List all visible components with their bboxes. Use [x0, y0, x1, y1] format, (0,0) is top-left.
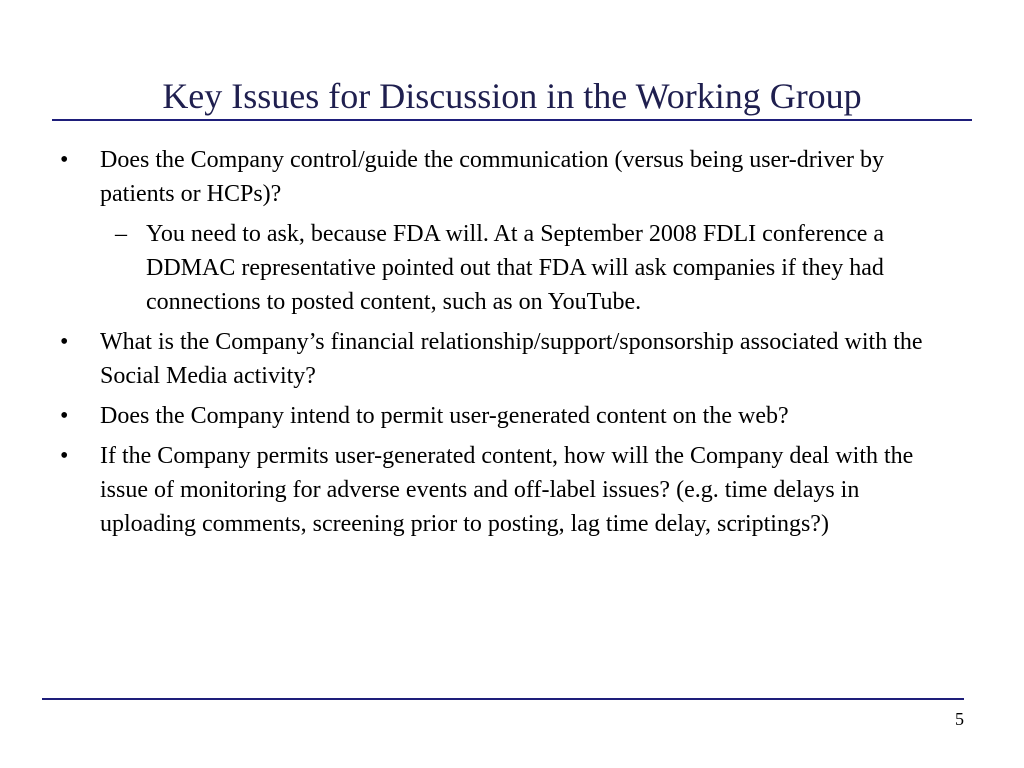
- bullet-item-1: [60, 143, 960, 211]
- bullet-marker: •: [60, 403, 69, 429]
- page-number: 5: [955, 709, 964, 729]
- bullet-text: Does the Company intend to permit user-generated content on the web?: [100, 403, 789, 429]
- bullet-marker: •: [60, 329, 69, 355]
- bullet-marker: •: [60, 147, 69, 173]
- sub-bullet-text: You need to ask, because FDA will. At a September 2008 FDLI conference a DDMAC representative pointed out that FDA will ask companies if they had connections to posted content, such as on YouTube.: [146, 221, 885, 315]
- bullet-text: What is the Company’s financial relationship/support/sponsorship associated with the Social Media activity?: [100, 329, 923, 389]
- title-divider: [52, 119, 972, 121]
- bullet-list: [60, 143, 960, 547]
- slide-title: Key Issues for Discussion in the Working Group: [162, 76, 862, 116]
- bullet-marker: •: [60, 443, 69, 469]
- sub-bullet-item-1: [60, 217, 960, 319]
- bullet-item-3: [60, 399, 960, 433]
- bullet-item-2: [60, 325, 960, 393]
- footer-divider: [42, 698, 964, 700]
- bullet-text: If the Company permits user-generated content, how will the Company deal with the issue of monitoring for adverse events and off-label issues? (e.g. time delays in uploading comments, screening prior to posting, lag time delay, scriptings?): [100, 443, 914, 537]
- bullet-text: Does the Company control/guide the communication (versus being user-driver by patients or HCPs)?: [100, 147, 884, 207]
- bullet-item-4: [60, 439, 960, 541]
- sub-bullet-marker: –: [115, 221, 127, 247]
